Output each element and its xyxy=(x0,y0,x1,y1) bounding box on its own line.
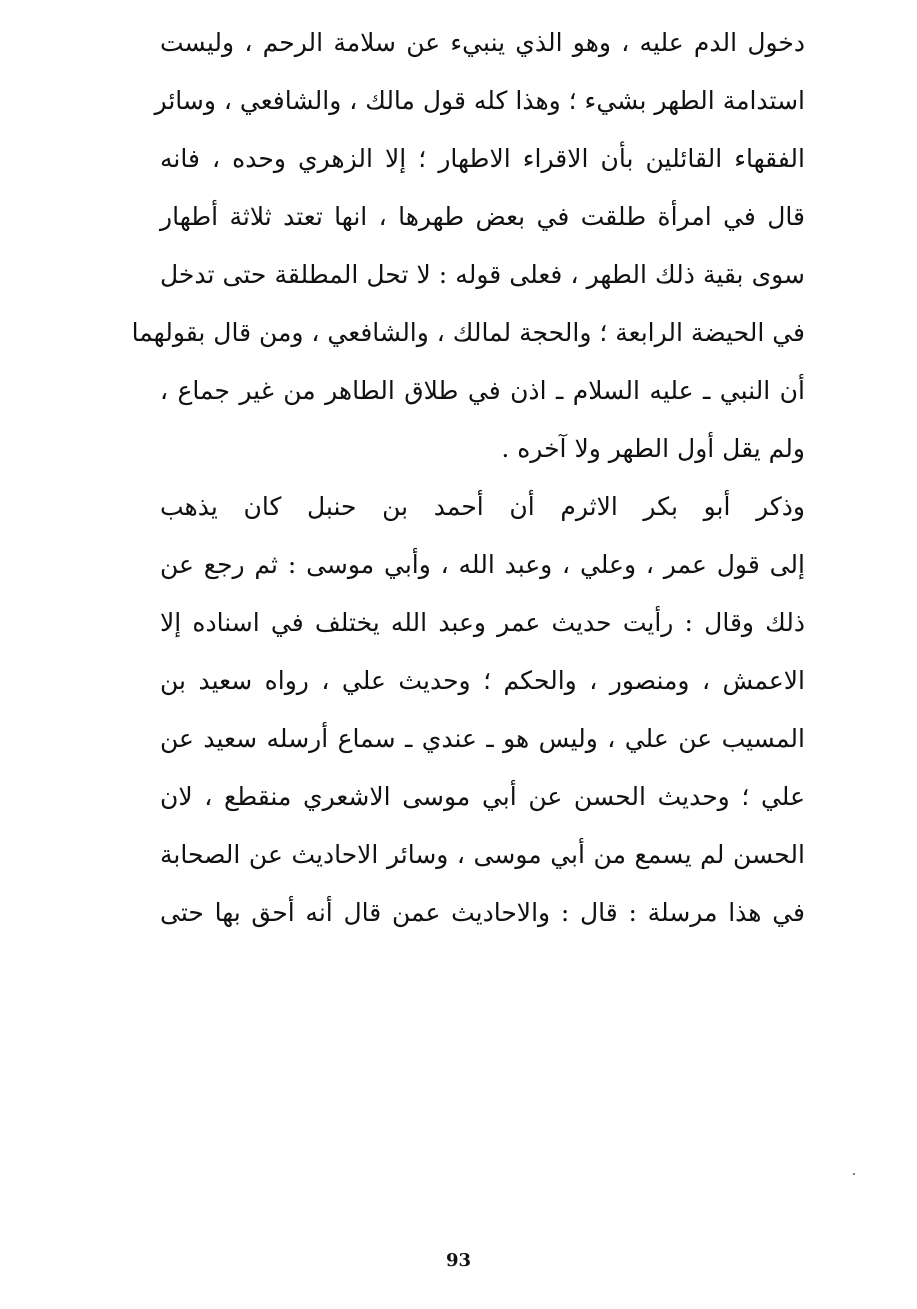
text-line: علي ؛ وحديث الحسن عن أبي موسى الاشعري منقطع ، لان xyxy=(160,782,805,811)
paragraph-2 xyxy=(160,478,805,942)
text-line: أن النبي ـ عليه السلام ـ اذن في طلاق الطاهر من غير جماع ، xyxy=(160,376,805,405)
text-line: قال في امرأة طلقت في بعض طهرها ، انها تعتد ثلاثة أطهار xyxy=(160,202,805,231)
text-line: في الحيضة الرابعة ؛ والحجة لمالك ، والشافعي ، ومن قال بقولهما xyxy=(131,318,805,347)
paragraph-1 xyxy=(131,14,805,478)
text-line: الحسن لم يسمع من أبي موسى ، وسائر الاحاديث عن الصحابة xyxy=(160,840,805,869)
text-line: الفقهاء القائلين بأن الاقراء الاطهار ؛ إلا الزهري وحده ، فانه xyxy=(160,144,805,173)
text-line: سوى بقية ذلك الطهر ، فعلى قوله : لا تحل المطلقة حتى تدخل xyxy=(160,260,805,289)
text-line: دخول الدم عليه ، وهو الذي ينبيء عن سلامة الرحم ، وليست xyxy=(160,28,805,57)
text-line: استدامة الطهر بشيء ؛ وهذا كله قول مالك ، والشافعي ، وسائر xyxy=(154,86,805,115)
text-line: ذلك وقال : رأيت حديث عمر وعبد الله يختلف في اسناده إلا xyxy=(160,608,805,637)
page-number: 93 xyxy=(445,1250,472,1271)
scan-speck xyxy=(853,1173,855,1175)
text-line: المسيب عن علي ، وليس هو ـ عندي ـ سماع أرسله سعيد عن xyxy=(160,724,805,753)
text-line: إلى قول عمر ، وعلي ، وعبد الله ، وأبي موسى : ثم رجع عن xyxy=(160,550,805,579)
text-line: الاعمش ، ومنصور ، والحكم ؛ وحديث علي ، رواه سعيد بن xyxy=(160,666,805,695)
text-line: في هذا مرسلة : قال : والاحاديث عمن قال أنه أحق بها حتى xyxy=(160,898,805,927)
text-line: وذكر أبو بكر الاثرم أن أحمد بن حنبل كان يذهب xyxy=(160,492,805,521)
text-line: ولم يقل أول الطهر ولا آخره . xyxy=(501,434,805,463)
